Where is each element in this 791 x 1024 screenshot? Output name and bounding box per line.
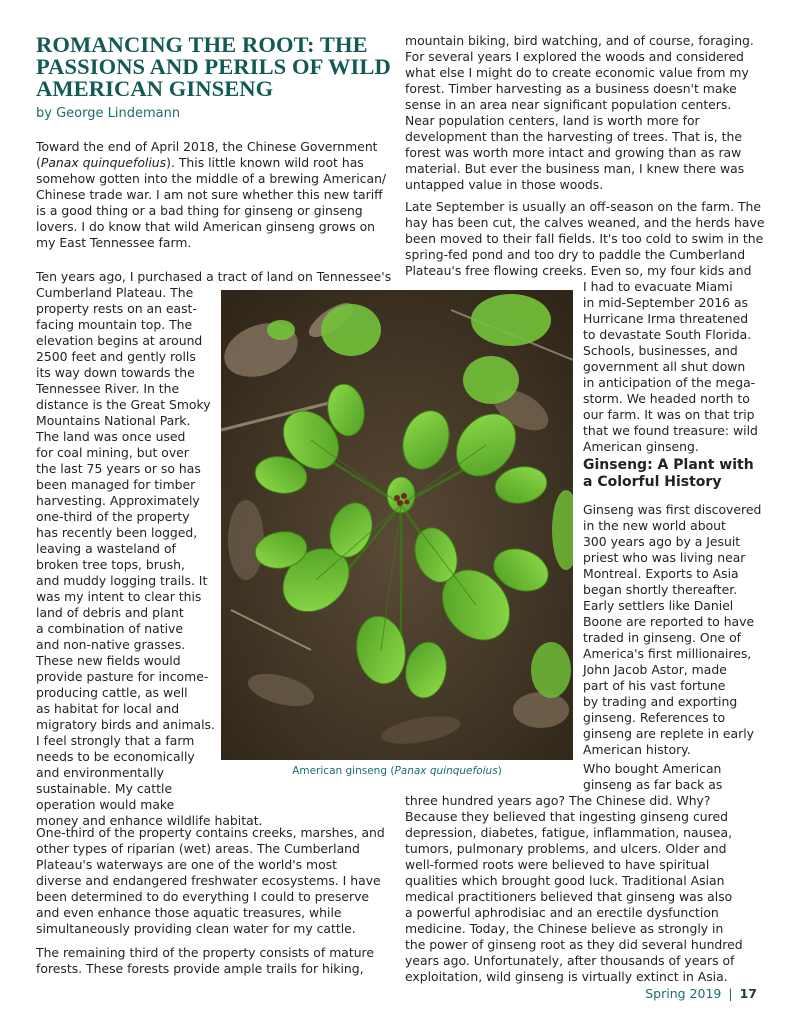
col2-paragraph-2a	[405, 199, 764, 279]
text-line: 300 years ago by a Jesuit	[583, 534, 741, 549]
text-line: three hundred years ago? The Chinese did. Why?	[405, 793, 711, 808]
page-number: 17	[739, 986, 757, 1001]
text-line: a combination of native	[36, 621, 184, 636]
col2-paragraph-3	[583, 502, 761, 758]
footer-separator: |	[728, 986, 733, 1001]
col2-paragraph-4a	[583, 761, 722, 793]
text-line: John Jacob Astor, made	[583, 662, 727, 677]
text-line: These new fields would	[36, 653, 181, 668]
text-line: tumors, pulmonary problems, and ulcers. Older and	[405, 841, 727, 856]
text-line: is a good thing or a bad thing for ginseng or ginseng	[36, 203, 363, 218]
caption-species: Panax quinquefoius	[394, 765, 498, 777]
text-line: was my intent to clear this	[36, 589, 202, 604]
text-line: The remaining third of the property consists of mature	[36, 945, 375, 960]
text-line: broken tree tops, brush,	[36, 557, 185, 572]
text-line: ginseng. References to	[583, 710, 726, 725]
text-line: (Panax quinquefolius). This little known wild root has	[36, 155, 364, 170]
text-line: Hurricane Irma threatened	[583, 311, 749, 326]
text-line: elevation begins at around	[36, 333, 203, 348]
subhead-line: Ginseng: A Plant with	[583, 457, 754, 473]
text-line: years ago. Unfortunately, after thousands of years of	[405, 953, 735, 968]
text-line: what else I might do to create economic value from my	[405, 65, 749, 80]
text-line: its way down towards the	[36, 365, 195, 380]
issue-label: Spring 2019	[645, 986, 722, 1001]
text-line: the last 75 years or so has	[36, 461, 201, 476]
text-line: hay has been cut, the calves weaned, and the herds have	[405, 215, 765, 230]
text-line: diverse and endangered freshwater ecosystems. I have	[36, 873, 381, 888]
text-line: medicine. Today, the Chinese believe as strongly in	[405, 921, 724, 936]
text-line: forests. These forests provide ample trails for hiking,	[36, 961, 364, 976]
text-line: Late September is usually an off-season on the farm. The	[405, 199, 762, 214]
text-line: Plateau's free flowing creeks. Even so, my four kids and	[405, 263, 752, 278]
col1-paragraph-3	[36, 825, 385, 937]
caption-text: American ginseng (Panax quinquefoius)	[292, 765, 502, 777]
text-line: American ginseng.	[583, 439, 699, 454]
text-line: material. But ever the business man, I knew there was	[405, 161, 745, 176]
text-line: sustainable. My cattle	[36, 781, 173, 796]
text-line: Mountains National Park.	[36, 413, 191, 428]
text-line: began shortly thereafter.	[583, 582, 738, 597]
text-line: The land was once used	[36, 429, 186, 444]
text-line: lovers. I do know that wild American ginseng grows on	[36, 219, 376, 234]
text-line: American history.	[583, 742, 691, 757]
text-line: Ginseng was first discovered	[583, 502, 762, 517]
text-line: untapped value in those woods.	[405, 177, 604, 192]
text-line: leaving a wasteland of	[36, 541, 176, 556]
title-line: AMERICAN GINSENG	[36, 76, 274, 101]
text-line: government all shut down	[583, 359, 746, 374]
text-line: property rests on an east-	[36, 301, 197, 316]
text-line: forest. Timber harvesting as a business doesn't make	[405, 81, 737, 96]
text-line: distance is the Great Smoky	[36, 397, 211, 412]
col2-paragraph-1	[405, 33, 754, 193]
text-line: provide pasture for income-	[36, 669, 209, 684]
text-line: Plateau's waterways are one of the world's most	[36, 857, 337, 872]
text-line: and muddy logging trails. It	[36, 573, 208, 588]
text-line: migratory birds and animals.	[36, 717, 215, 732]
text-line: Cumberland Plateau. The	[36, 285, 194, 300]
text-line: been determined to do everything I could to preserve	[36, 889, 370, 904]
text-line: Montreal. Exports to Asia	[583, 566, 739, 581]
page-footer	[645, 986, 757, 1002]
text-line: has recently been logged,	[36, 525, 198, 540]
text-line: in mid-September 2016 as	[583, 295, 749, 310]
col1-paragraph-4	[36, 945, 374, 977]
col2-paragraph-4b	[405, 793, 743, 985]
text-line: traded in ginseng. One of	[583, 630, 742, 645]
col2-paragraph-2b	[583, 279, 758, 455]
text-line: been moved to their fall fields. It's too cold to swim in the	[405, 231, 764, 246]
text-line: Chinese trade war. I am not sure whether this new tariff	[36, 187, 383, 202]
text-line: producing cattle, as well	[36, 685, 188, 700]
text-line: and environmentally	[36, 765, 164, 780]
text-line: storm. We headed north to	[583, 391, 750, 406]
text-line: simultaneously providing clean water for my cattle.	[36, 921, 356, 936]
ginseng-photo	[221, 290, 573, 760]
text-line: been managed for timber	[36, 477, 196, 492]
text-line: spring-fed pond and too dry to paddle the Cumberland	[405, 247, 746, 262]
text-line: depression, diabetes, fatigue, inflammation, nausea,	[405, 825, 733, 840]
text-line: well-formed roots were believed to have spiritual	[405, 857, 710, 872]
text-line: development than the harvesting of trees. That is, the	[405, 129, 743, 144]
text-line: exploitation, wild ginseng is virtually extinct in Asia.	[405, 969, 728, 984]
title-line: ROMANCING THE ROOT: THE	[36, 32, 368, 57]
text-line: For several years I explored the woods and considered	[405, 49, 744, 64]
text-line: Early settlers like Daniel	[583, 598, 734, 613]
text-line: Toward the end of April 2018, the Chinese Government	[36, 139, 378, 154]
text-line: land of debris and plant	[36, 605, 184, 620]
text-line: America's first millionaires,	[583, 646, 752, 661]
photo-caption	[221, 765, 573, 778]
text-line: facing mountain top. The	[36, 317, 193, 332]
text-line: in anticipation of the mega-	[583, 375, 756, 390]
text-line: Ten years ago, I purchased a tract of land on Tennessee's	[36, 269, 392, 284]
article-title	[36, 34, 396, 100]
text-line: I feel strongly that a farm	[36, 733, 195, 748]
text-line: that we found treasure: wild	[583, 423, 758, 438]
species-name: Panax quinquefolius	[40, 155, 167, 170]
section-subheading	[583, 457, 754, 491]
text-line: our farm. It was on that trip	[583, 407, 755, 422]
text-line: and even enhance those aquatic treasures, while	[36, 905, 342, 920]
text-line: sense in an area near significant population centers.	[405, 97, 732, 112]
title-line: PASSIONS AND PERILS OF WILD	[36, 54, 391, 79]
text-line: Tennessee River. In the	[36, 381, 180, 396]
text-line: by trading and exporting	[583, 694, 738, 709]
text-line: Schools, businesses, and	[583, 343, 738, 358]
text-line: mountain biking, bird watching, and of course, foraging.	[405, 33, 754, 48]
text-line: operation would make	[36, 797, 175, 812]
text-line: in the new world about	[583, 518, 726, 533]
text-line: one-third of the property	[36, 509, 190, 524]
text-line: ginseng as far back as	[583, 777, 723, 792]
text-line: qualities which brought good luck. Traditional Asian	[405, 873, 725, 888]
text-line: money and enhance wildlife habitat.	[36, 813, 263, 828]
text-line: and non-native grasses.	[36, 637, 186, 652]
text-line: I had to evacuate Miami	[583, 279, 733, 294]
text-line: forest was worth more intact and growing than as raw	[405, 145, 742, 160]
text-line: part of his vast fortune	[583, 678, 726, 693]
text-line: as habitat for local and	[36, 701, 180, 716]
text-line: a powerful aphrodisiac and an erectile dysfunction	[405, 905, 719, 920]
text-line: priest who was living near	[583, 550, 746, 565]
col1-paragraph-1	[36, 139, 386, 251]
text-line: Near population centers, land is worth more for	[405, 113, 700, 128]
text-line: One-third of the property contains creeks, marshes, and	[36, 825, 385, 840]
text-line: ginseng are replete in early	[583, 726, 754, 741]
text-line: Because they believed that ingesting ginseng cured	[405, 809, 728, 824]
byline: by George Lindemann	[36, 106, 181, 121]
text-line: for coal mining, but over	[36, 445, 189, 460]
text-line: medical practitioners believed that ginseng was also	[405, 889, 733, 904]
text-line: somehow gotten into the middle of a brewing American/	[36, 171, 387, 186]
text-line: to devastate South Florida.	[583, 327, 752, 342]
text-line: Who bought American	[583, 761, 722, 776]
text-line: my East Tennessee farm.	[36, 235, 192, 250]
text-line: harvesting. Approximately	[36, 493, 200, 508]
text-line: the power of ginseng root as they did several hundred	[405, 937, 743, 952]
text-line: needs to be economically	[36, 749, 195, 764]
subhead-line: a Colorful History	[583, 474, 722, 490]
text-line: other types of riparian (wet) areas. The Cumberland	[36, 841, 360, 856]
text-line: Boone are reported to have	[583, 614, 755, 629]
text-line: 2500 feet and gently rolls	[36, 349, 196, 364]
